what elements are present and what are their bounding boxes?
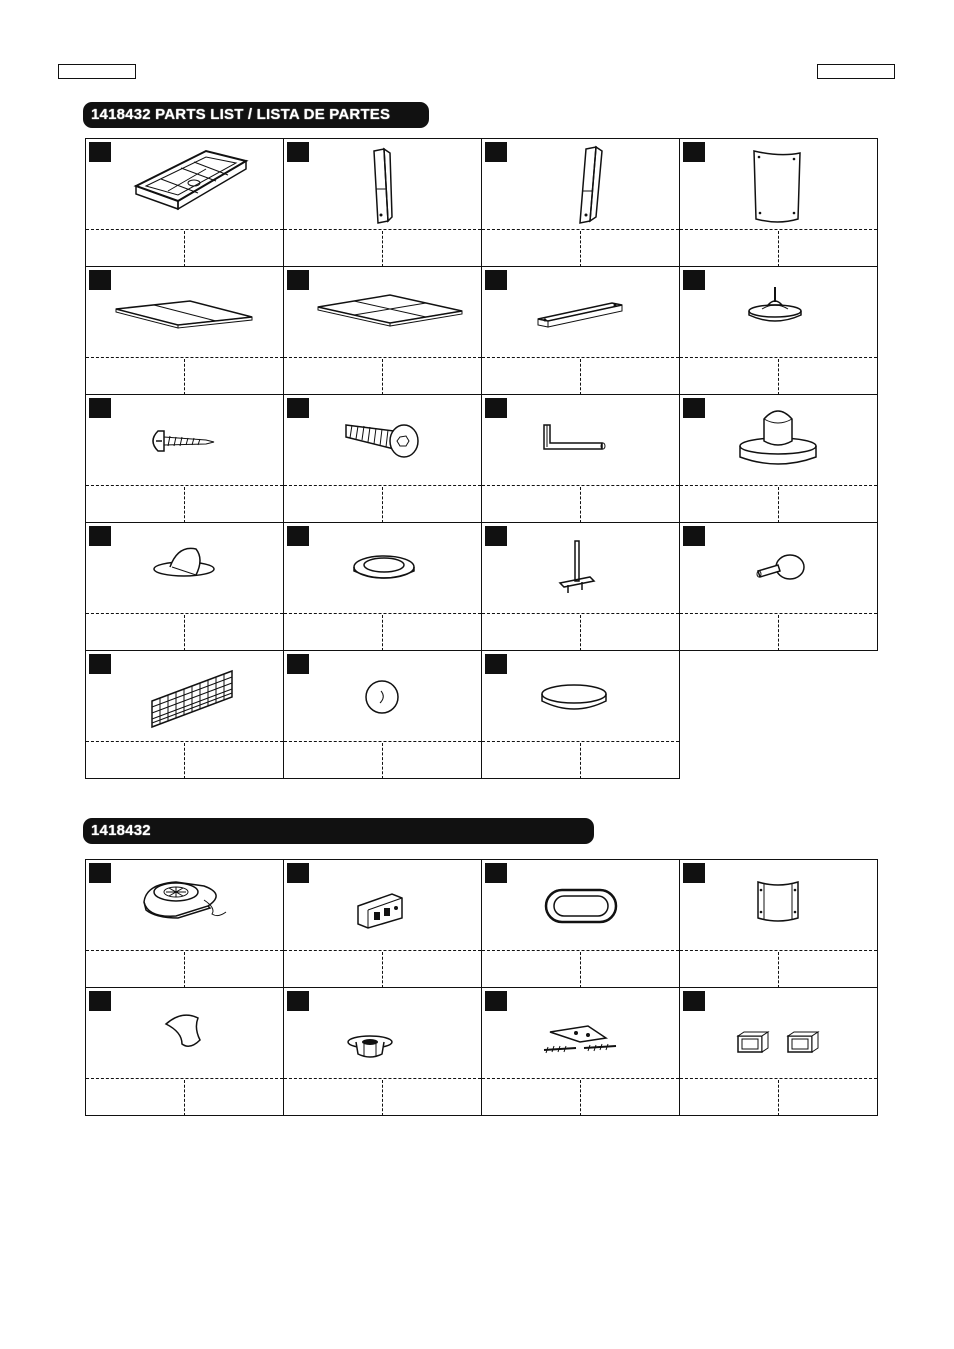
part-cell xyxy=(85,650,284,779)
part-cell xyxy=(283,650,482,779)
corner-label-box-left xyxy=(58,64,136,79)
part-cell xyxy=(283,987,482,1116)
part-cell xyxy=(283,266,482,395)
parts-list-grid xyxy=(85,138,877,778)
rectangular-caps-icon xyxy=(680,988,876,1078)
part-cell xyxy=(85,987,284,1116)
part-cell xyxy=(679,394,878,523)
part-cell xyxy=(85,394,284,523)
parts-list-header: 1418432 PARTS LIST / LISTA DE PARTES xyxy=(83,102,429,128)
part-cell xyxy=(283,522,482,651)
puck-icon xyxy=(482,651,678,741)
part-cell xyxy=(283,859,482,988)
part-cell xyxy=(481,394,680,523)
leg-post-icon xyxy=(482,139,678,229)
part-cell xyxy=(481,266,680,395)
corner-bracket-icon xyxy=(680,860,876,950)
oval-frame-icon xyxy=(482,860,678,950)
disc-clip-icon xyxy=(86,523,282,613)
support-rail-icon xyxy=(482,267,678,357)
table-frame-icon xyxy=(86,139,282,229)
part-cell xyxy=(679,266,878,395)
corner-label-box-right xyxy=(817,64,895,79)
blower-motor-icon xyxy=(86,860,282,950)
pin-bracket-icon xyxy=(482,523,678,613)
leg-post-icon xyxy=(284,139,480,229)
allen-wrench-icon xyxy=(482,395,678,485)
connector-cap-icon xyxy=(284,988,480,1078)
triangle-plate-screws-icon xyxy=(482,988,678,1078)
secondary-parts-header: 1418432 xyxy=(83,818,594,844)
secondary-parts-grid xyxy=(85,859,877,1115)
part-cell xyxy=(679,138,878,267)
curved-panel-icon xyxy=(680,139,876,229)
part-cell xyxy=(85,266,284,395)
bolt-icon xyxy=(284,395,480,485)
part-cell xyxy=(679,859,878,988)
goal-cover-icon xyxy=(86,988,282,1078)
part-cell xyxy=(481,138,680,267)
part-cell xyxy=(85,522,284,651)
part-cell xyxy=(85,859,284,988)
part-cell xyxy=(481,859,680,988)
part-cell xyxy=(679,522,878,651)
part-cell xyxy=(679,987,878,1116)
score-unit-icon xyxy=(284,860,480,950)
screw-icon xyxy=(86,395,282,485)
part-cell xyxy=(481,987,680,1116)
part-cell xyxy=(481,522,680,651)
small-disc-icon xyxy=(284,651,480,741)
board-two-piece-icon xyxy=(86,267,282,357)
board-four-piece-icon xyxy=(284,267,480,357)
air-hockey-pusher-icon xyxy=(680,395,876,485)
part-cell xyxy=(85,138,284,267)
knob-peg-icon xyxy=(680,523,876,613)
ring-washer-icon xyxy=(284,523,480,613)
part-cell xyxy=(283,138,482,267)
part-cell xyxy=(481,650,680,779)
vent-grille-icon xyxy=(86,651,282,741)
part-cell xyxy=(283,394,482,523)
empty-cell xyxy=(679,650,878,779)
leveler-foot-icon xyxy=(680,267,876,357)
